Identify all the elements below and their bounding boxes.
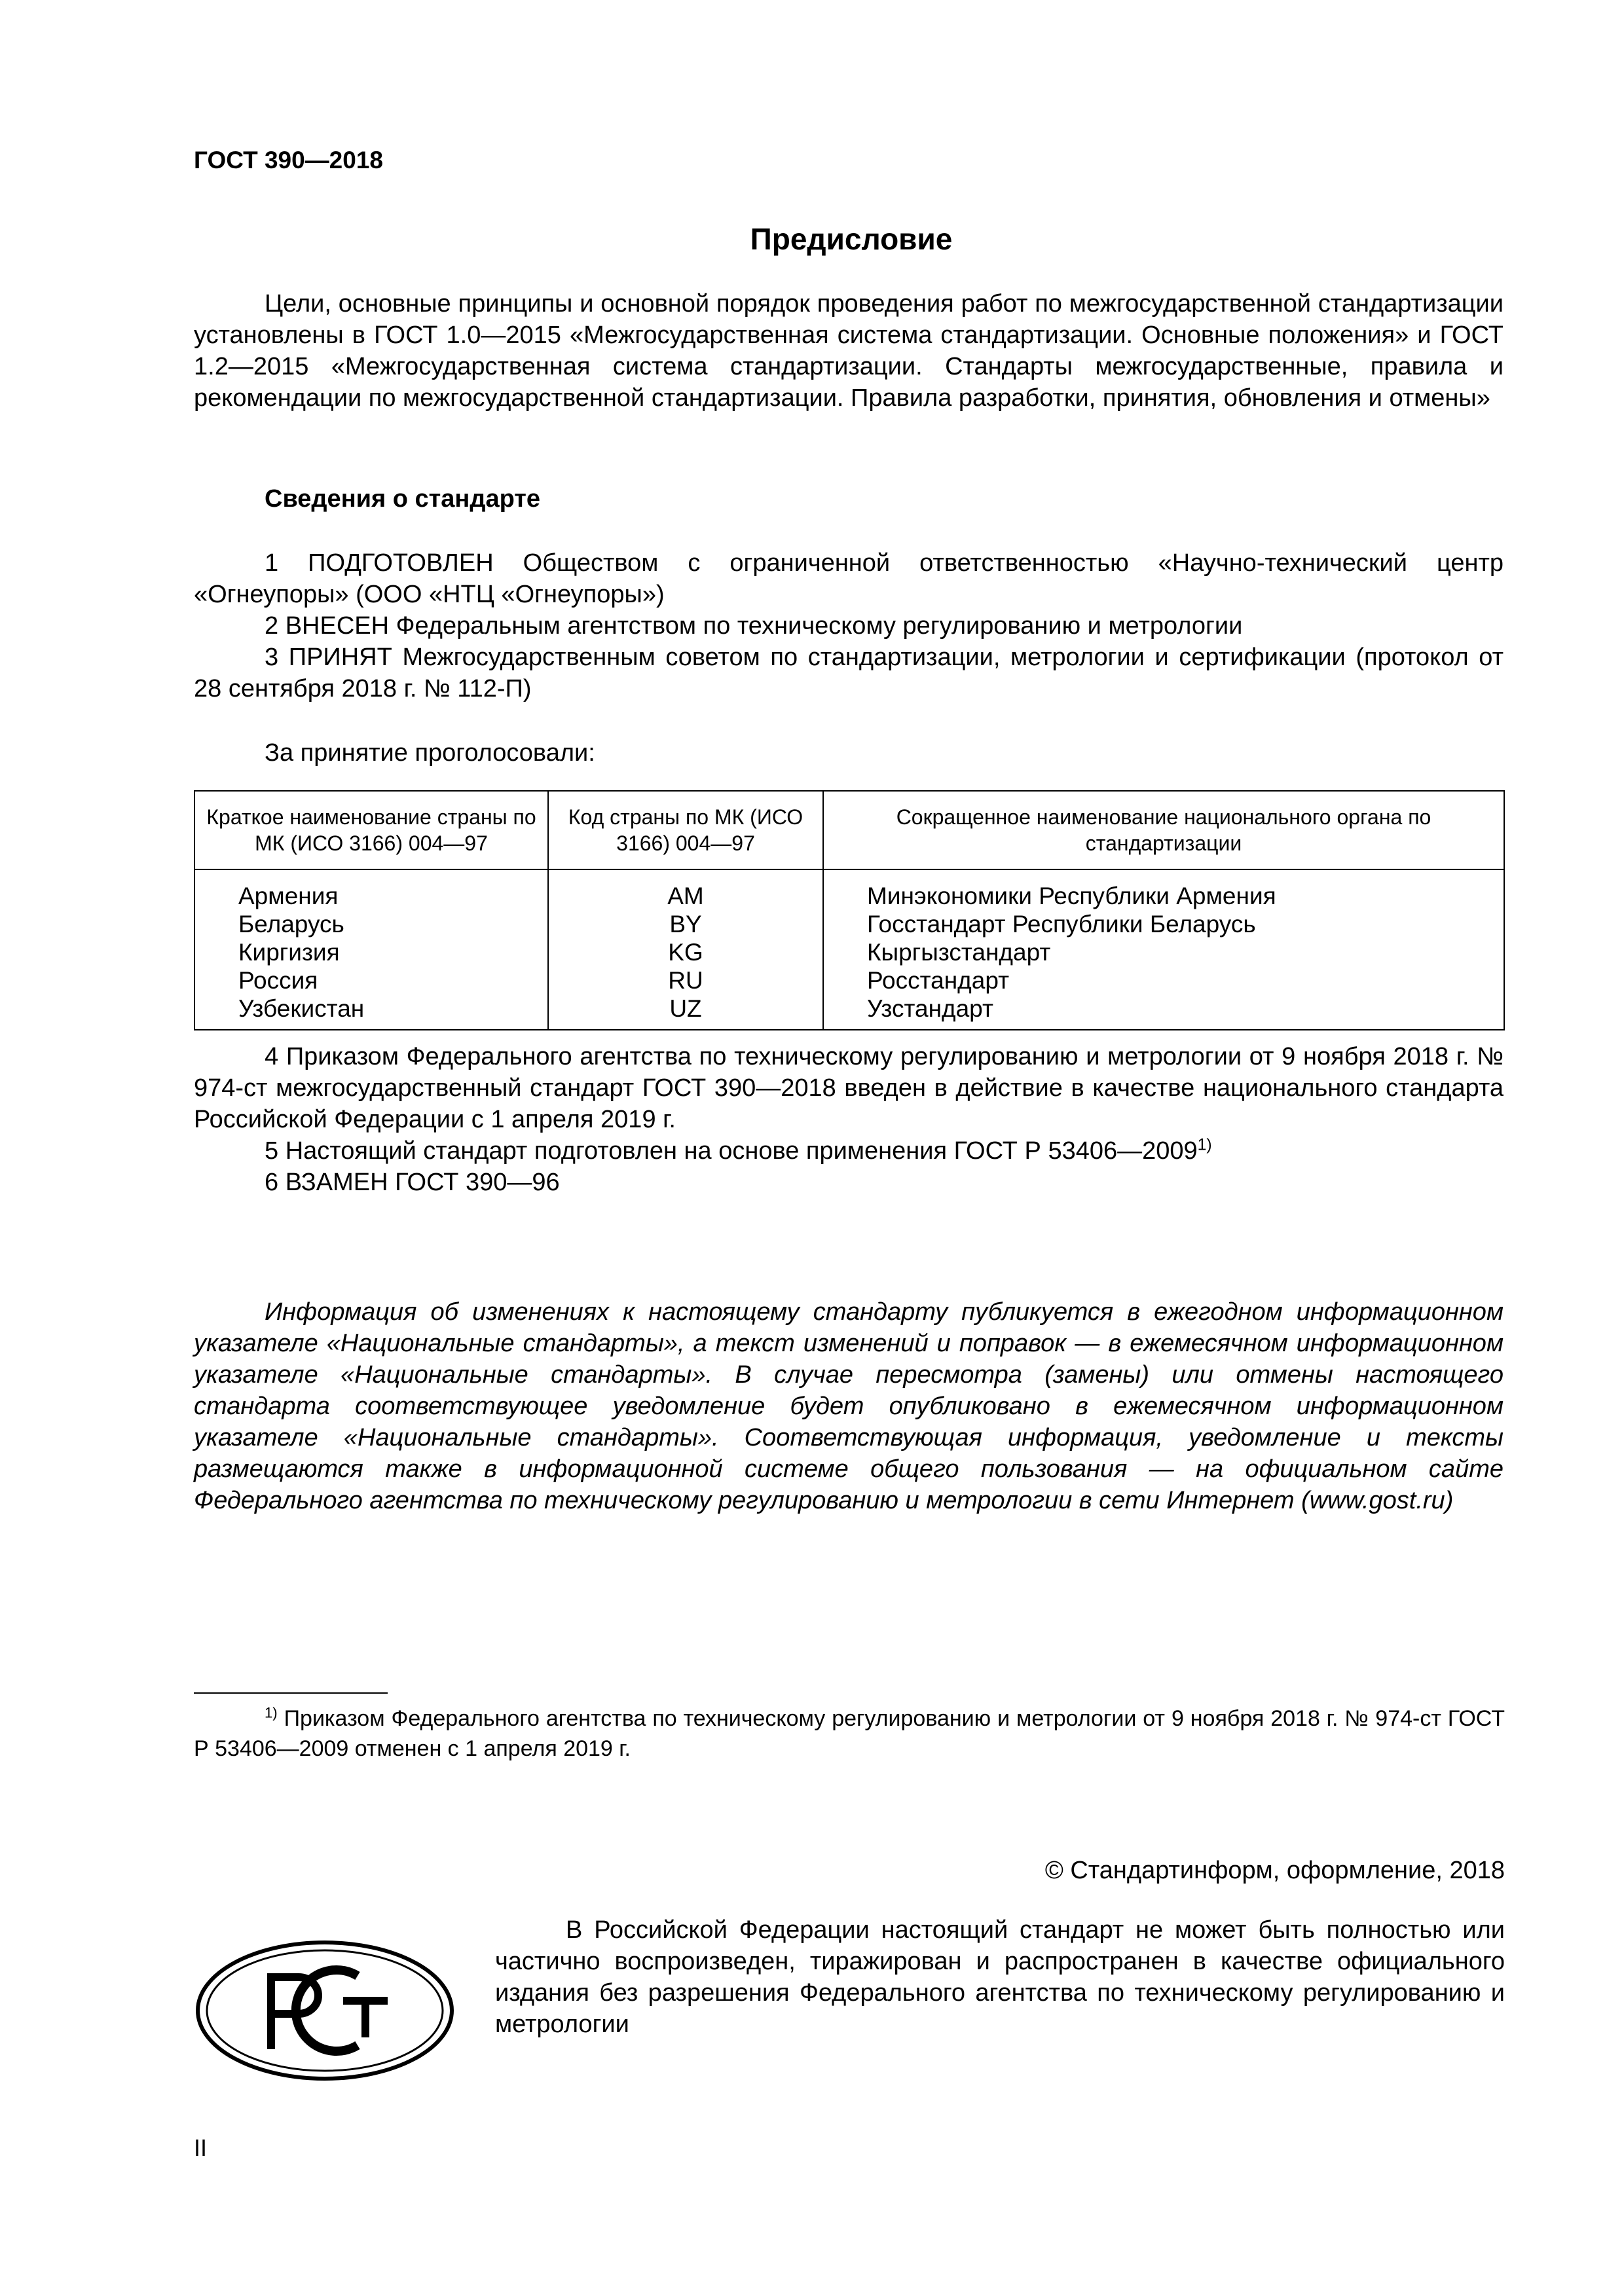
- org-cell: Узстандарт: [823, 994, 1504, 1030]
- header-code: Код страны по МК (ИСО 3166) 004—97: [548, 791, 823, 869]
- rights-notice: В Российской Федерации настоящий стандарт не может быть полностью или частично воспроизведен, тиражирован и распространен в качестве официального издания без разрешения Федерального агентства по техническому регулированию и метрологии: [495, 1916, 1505, 2038]
- header-country: Краткое наименование страны по МК (ИСО 3166) 004—97: [194, 791, 548, 869]
- footnote-text: Приказом Федерального агентства по техническому регулированию и метрологии от 9 ноября 2018 г. № 974-ст ГОСТ Р 53406—2009 отменен с 1 апреля 2019 г.: [194, 1706, 1505, 1761]
- code-cell: RU: [548, 966, 823, 994]
- country-cell: Беларусь: [194, 910, 548, 938]
- item-4: 4 Приказом Федерального агентства по техническому регулированию и метрологии от 9 ноября 2018 г. № 974-ст межгосударственный стандарт ГОСТ 390—2018 введен в действие в качестве национального стандарта Российской Федерации с 1 апреля 2019 г.: [194, 1043, 1504, 1133]
- code-cell: AM: [548, 869, 823, 910]
- pct-certification-mark-icon: [194, 1938, 456, 2083]
- vote-table: [194, 790, 1505, 1030]
- footnote-reference: 1): [1197, 1136, 1212, 1154]
- copyright: © Стандартинформ, оформление, 2018: [1044, 1857, 1505, 1884]
- footnote-divider: [194, 1692, 388, 1694]
- org-cell: Росстандарт: [823, 966, 1504, 994]
- intro-paragraph: Цели, основные принципы и основной порядок проведения работ по межгосударственной стандартизации установлены в ГОСТ 1.0—2015 «Межгосударственная система стандартизации. Основные положения» и ГОСТ 1.2—2015 «Межгосударственная система стандартизации. Стандарты межгосударственные, правила и рекомендации по межгосударственной стандартизации. Правила разработки, принятия, обновления и отмены»: [194, 290, 1504, 412]
- page-title: Предисловие: [750, 222, 953, 256]
- org-cell: Минэкономики Республики Армения: [823, 869, 1504, 910]
- table-row: [194, 869, 1504, 910]
- org-cell: Кыргызстандарт: [823, 938, 1504, 966]
- item-3: 3 ПРИНЯТ Межгосударственным советом по стандартизации, метрологии и сертификации (протокол от 28 сентября 2018 г. № 112-П): [194, 644, 1504, 702]
- country-cell: Армения: [194, 869, 548, 910]
- page-number: II: [194, 2134, 208, 2161]
- section-heading: Сведения о стандарте: [265, 485, 541, 513]
- item-2: 2 ВНЕСЕН Федеральным агентством по техническому регулированию и метрологии: [265, 612, 1243, 640]
- table-header-row: [194, 791, 1504, 869]
- item-5: [194, 1135, 1504, 1167]
- table-row: [194, 994, 1504, 1030]
- table-row: [194, 938, 1504, 966]
- item-6: 6 ВЗАМЕН ГОСТ 390—96: [265, 1169, 560, 1196]
- document-code: ГОСТ 390—2018: [194, 147, 383, 173]
- country-cell: Россия: [194, 966, 548, 994]
- country-cell: Узбекистан: [194, 994, 548, 1030]
- country-cell: Киргизия: [194, 938, 548, 966]
- code-cell: KG: [548, 938, 823, 966]
- item-5-text: 5 Настоящий стандарт подготовлен на основе применения ГОСТ Р 53406—2009: [265, 1137, 1198, 1165]
- info-notice: Информация об изменениях к настоящему стандарту публикуется в ежегодном информационном указателе «Национальные стандарты», а текст изменений и поправок — в ежемесячном информационном указателе «Национальные стандарты». В случае пересмотра (замены) или отмены настоящего стандарта соответствующее уведомление будет опубликовано в ежемесячном информационном указателе «Национальные стандарты». Соответствующая информация, уведомление и тексты размещаются также в информационной системе общего пользования — на официальном сайте Федерального агентства по техническому регулированию и метрологии в сети Интернет (www.gost.ru): [194, 1298, 1504, 1514]
- vote-label: За принятие проголосовали:: [265, 739, 595, 767]
- code-cell: UZ: [548, 994, 823, 1030]
- footnote-mark: 1): [265, 1704, 278, 1721]
- code-cell: BY: [548, 910, 823, 938]
- header-org: Сокращенное наименование национального органа по стандартизации: [823, 791, 1504, 869]
- item-1: 1 ПОДГОТОВЛЕН Обществом с ограниченной ответственностью «Научно-технический центр «Огнеупоры» (ООО «НТЦ «Огнеупоры»): [194, 549, 1504, 608]
- table-row: [194, 966, 1504, 994]
- org-cell: Госстандарт Республики Беларусь: [823, 910, 1504, 938]
- table-row: [194, 910, 1504, 938]
- footnote: [194, 1704, 1505, 1764]
